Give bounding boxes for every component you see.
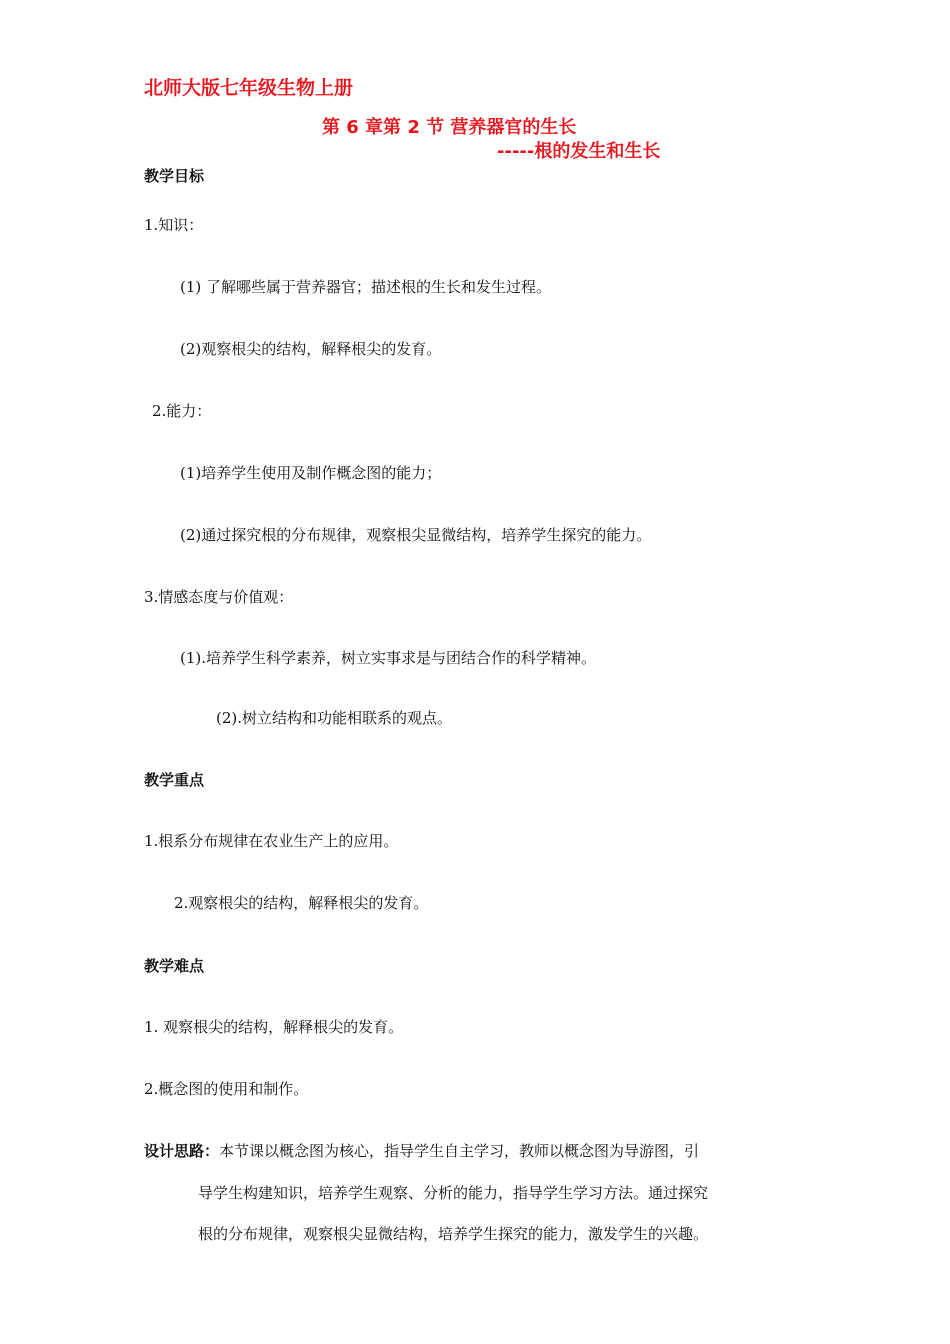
ability-label: 2.能力： <box>152 402 212 420</box>
design-paragraph-first-line <box>144 1141 699 1161</box>
attitude-item: (2).树立结构和功能相联系的观点。 <box>216 709 453 727</box>
knowledge-item: (2)观察根尖的结构，解释根尖的发育。 <box>180 340 442 358</box>
knowledge-item: (1) 了解哪些属于营养器官；描述根的生长和发生过程。 <box>180 278 552 296</box>
difficulty-item: 2.概念图的使用和制作。 <box>144 1080 309 1098</box>
attitude-label: 3.情感态度与价值观： <box>144 588 294 606</box>
key-points-heading: 教学重点 <box>144 771 205 789</box>
section-subtitle: -----根的发生和生长 <box>497 141 661 162</box>
design-line: 根的分布规律，观察根尖显微结构，培养学生探究的能力，激发学生的兴趣。 <box>198 1225 709 1243</box>
difficulty-item: 1. 观察根尖的结构，解释根尖的发育。 <box>144 1018 404 1036</box>
design-line: 导学生构建知识，培养学生观察、分析的能力，指导学生学习方法。通过探究 <box>198 1184 709 1202</box>
knowledge-label: 1.知识： <box>144 216 204 234</box>
key-point-item: 1.根系分布规律在农业生产上的应用。 <box>144 832 399 850</box>
design-label: 设计思路： <box>144 1142 220 1160</box>
key-point-item: 2.观察根尖的结构，解释根尖的发育。 <box>174 894 429 912</box>
difficulties-heading: 教学难点 <box>144 957 205 975</box>
book-title: 北师大版七年级生物上册 <box>144 77 354 99</box>
design-line: 本节课以概念图为核心，指导学生自主学习，教师以概念图为导游图，引 <box>219 1142 700 1160</box>
ability-item: (2)通过探究根的分布规律，观察根尖显微结构，培养学生探究的能力。 <box>180 526 652 544</box>
attitude-item: (1).培养学生科学素养，树立实事求是与团结合作的科学精神。 <box>180 649 597 667</box>
objectives-heading: 教学目标 <box>144 167 205 185</box>
section-title: 第 6 章第 2 节 营养器官的生长 <box>322 117 577 138</box>
ability-item: (1)培养学生使用及制作概念图的能力； <box>180 464 442 482</box>
